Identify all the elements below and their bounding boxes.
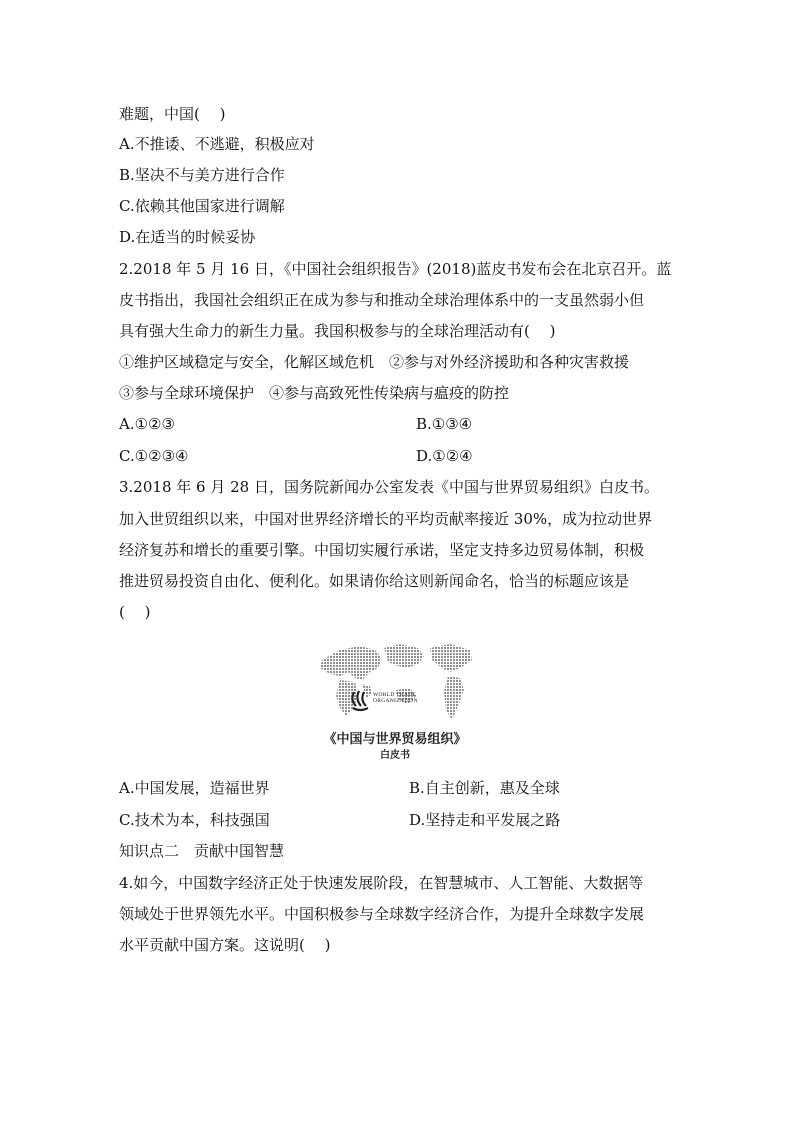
q2-option-c: C.①②③④ [119,447,189,465]
q2-stem-line-3: 具有强大生命力的新生力量。我国积极参与的全球治理活动有( ) [119,322,556,340]
q3-option-b: B.自主创新，惠及全球 [409,779,560,797]
q3-stem-line-5: ( ) [119,603,151,621]
q4-stem-line-2: 领域处于世界领先水平。中国积极参与全球数字经济合作，为提升全球数字发展 [119,905,645,923]
q2-item-line-1: ①维护区域稳定与安全，化解区域危机 ②参与对外经济援助和各种灾害救援 [119,353,630,371]
q4-stem-line-3: 水平贡献中国方案。这说明( ) [119,936,331,954]
q3-option-a: A.中国发展，造福世界 [119,779,270,797]
q2-option-b: B.①③④ [416,415,473,433]
q3-stem-line-3: 经济复苏和增长的重要引擎。中国切实履行承诺，坚定支持多边贸易体制，积极 [119,541,645,559]
q2-option-a: A.①②③ [119,415,175,433]
q3-stem-line-4: 推进贸易投资自由化、便利化。如果请你给这则新闻命名，恰当的标题应该是 [119,572,630,590]
q1-option-a: A.不推诿、不逃避，积极应对 [119,135,315,153]
wto-logo-text: WORLD TRADE ORGANIZATION [373,692,418,704]
q2-stem-line-2: 皮书指出，我国社会组织正在成为参与和推动全球治理体系中的一支虽然弱小但 [119,291,645,309]
q4-stem-line-1: 4.如今，中国数字经济正处于快速发展阶段，在智慧城市、人工智能、大数据等 [119,874,644,892]
q1-option-d: D.在适当的时候妥协 [119,228,256,246]
q3-option-d: D.坚持走和平发展之路 [409,811,561,829]
q1-stem-tail: 难题，中国( ) [119,105,226,123]
figure-subtitle: 白皮书 [380,750,410,761]
q3-stem-line-1: 3.2018 年 6 月 28 日，国务院新闻办公室发表《中国与世界贸易组织》白皮书。 [119,478,659,496]
world-map-image [300,638,490,733]
q1-option-c: C.依赖其他国家进行调解 [119,197,285,215]
q2-item-line-2: ③参与全球环境保护 ④参与高致死性传染病与瘟疫的防控 [119,384,510,402]
q3-stem-line-2: 加入世贸组织以来，中国对世界经济增长的平均贡献率接近 30%，成为拉动世界 [119,510,653,528]
wto-white-paper-figure [300,638,490,764]
q2-stem-line-1: 2.2018 年 5 月 16 日，《中国社会组织报告》(2018)蓝皮书发布会在北京召开。蓝 [119,260,672,278]
q3-option-c: C.技术为本，科技强国 [119,811,270,829]
q2-option-d: D.①②④ [416,447,473,465]
q1-option-b: B.坚决不与美方进行合作 [119,166,285,184]
section-heading: 知识点二 贡献中国智慧 [119,842,285,860]
figure-title: 《中国与世界贸易组织》 [323,732,467,747]
